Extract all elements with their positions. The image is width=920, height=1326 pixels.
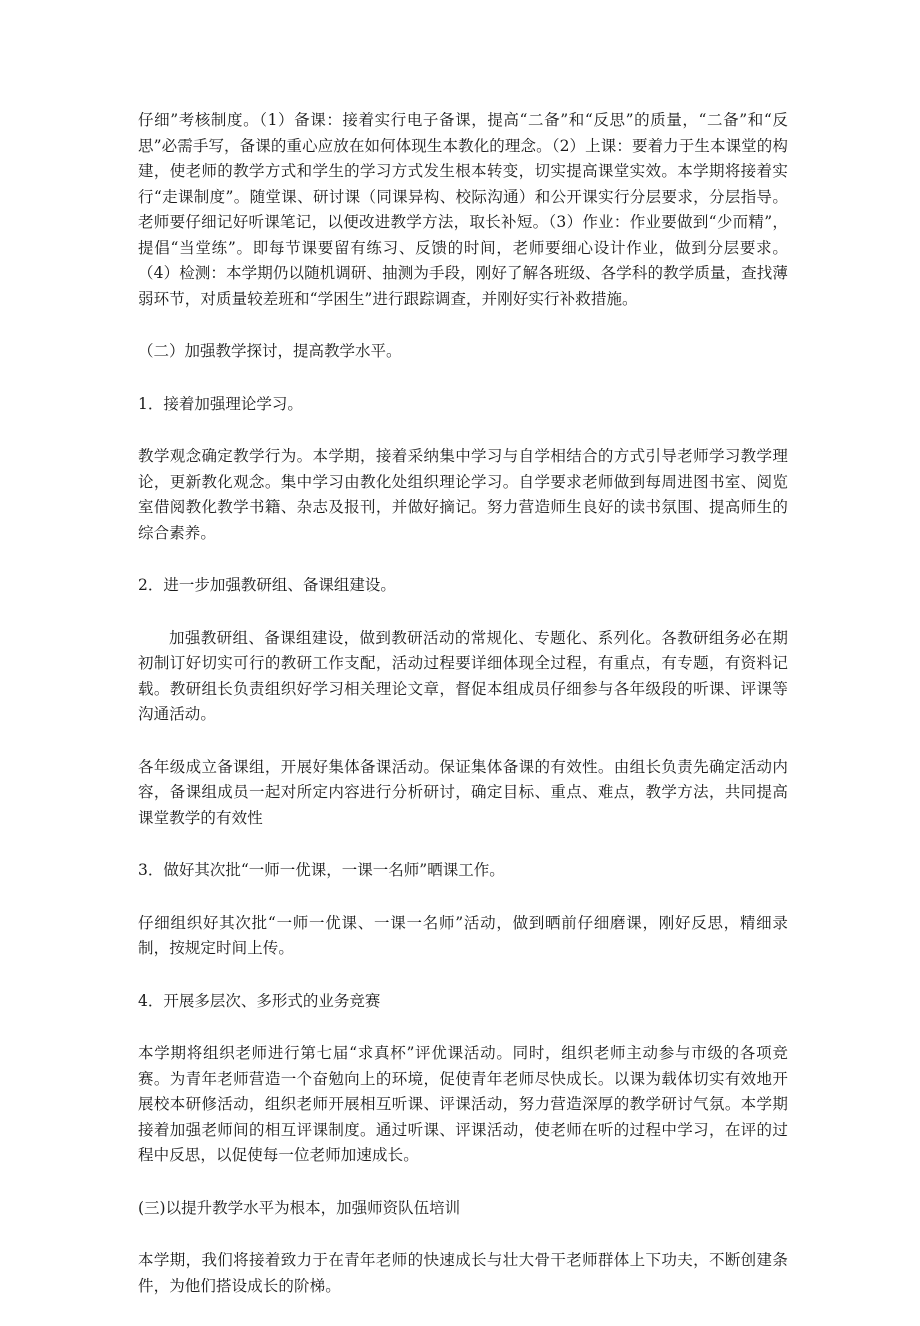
subheading-1-theory-study: 1．接着加强理论学习。	[138, 394, 303, 413]
paragraph-competitions: 本学期将组织老师进行第七届“求真杯”评优课活动。同时，组织老师主动参与市级的各项竞赛。为青年老师营造一个奋勉向上的环境，促使青年老师尽快成长。以课为载体切实有效地开展校本研修活动，组织老师开展相互听课、评课活动，努力营造深厚的教学研讨气氛。本学期接着加强老师间的相互评课制度。通过听课、评课活动，使老师在听的过程中学习，在评的过程中反思，以促使每一位老师加速成长。	[138, 1044, 788, 1164]
subheading-2-research-groups: 2．进一步加强教研组、备课组建设。	[138, 576, 396, 594]
subheading-3-lesson-showcase: 3．做好其次批“一师一优课，一课一名师”晒课工作。	[138, 861, 505, 879]
paragraph-assessment-system: 仔细”考核制度。（1）备课：接着实行电子备课，提高“二备”和“反思”的质量，“二备”和“反思”必需手写，备课的重心应放在如何体现生本教化的理念。（2）上课：要着力于生本课堂的构建，使老师的教学方式和学生的学习方式发生根本转变，切实提高课堂实效。本学期将接着实行“走课制度”。随堂课、研讨课（同课异构、校际沟通）和公开课实行分层要求，分层指导。老师要仔细记好听课笔记，以便改进教学方法，取长补短。（3）作业：作业要做到“少而精”，提倡“当堂练”。即每节课要留有练习、反馈的时间，老师要细心设计作业，做到分层要求。（4）检测：本学期仍以随机调研、抽测为手段，刚好了解各班级、各学科的教学质量，查找薄弱环节，对质量较差班和“学困生”进行跟踪调查，并刚好实行补救措施。	[138, 111, 788, 308]
document-page	[138, 108, 788, 1326]
paragraph-research-groups: 加强教研组、备课组建设，做到教研活动的常规化、专题化、系列化。各教研组务必在期初制订好切实可行的教研工作支配，活动过程要详细体现全过程，有重点，有专题，有资料记载。教研组长负责组织好学习相关理论文章，督促本组成员仔细参与各年级段的听课、评课等沟通活动。	[138, 628, 788, 723]
section-heading-3: (三)以提升教学水平为根本，加强师资队伍培训	[138, 1198, 461, 1217]
paragraph-teacher-training: 本学期，我们将接着致力于在青年老师的快速成长与壮大骨干老师群体上下功夫，不断创建条件，为他们搭设成长的阶梯。	[138, 1251, 788, 1295]
section-heading-2: （二）加强教学探讨，提高教学水平。	[138, 342, 402, 360]
subheading-4-competitions: 4．开展多层次、多形式的业务竞赛	[138, 991, 381, 1010]
paragraph-lesson-prep-groups: 各年级成立备课组，开展好集体备课活动。保证集体备课的有效性。由组长负责先确定活动内容，备课组成员一起对所定内容进行分析研讨，确定目标、重点、难点，教学方法，共同提高课堂教学的有效性	[138, 757, 788, 827]
paragraph-lesson-showcase: 仔细组织好其次批“一师一优课、一课一名师”活动，做到晒前仔细磨课，刚好反思，精细录制，按规定时间上传。	[138, 913, 788, 957]
paragraph-theory-study: 教学观念确定教学行为。本学期，接着采纳集中学习与自学相结合的方式引导老师学习教学理论，更新教化观念。集中学习由教化处组织理论学习。自学要求老师做到每周进图书室、阅览室借阅教化教学书籍、杂志及报刊，并做好摘记。努力营造师生良好的读书氛围、提高师生的综合素养。	[138, 447, 788, 542]
